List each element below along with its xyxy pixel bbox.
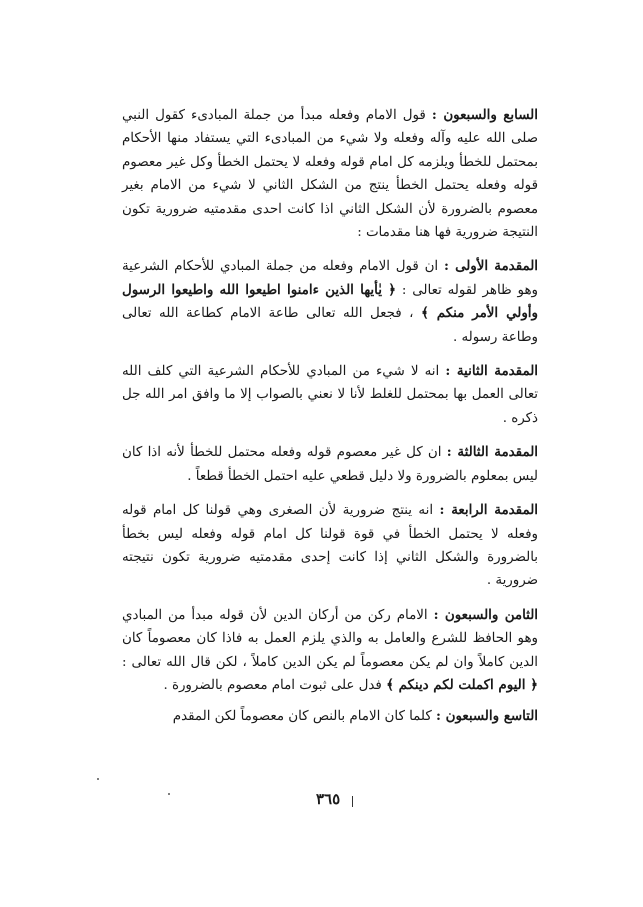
page-number: ٣٦٥ xyxy=(316,790,341,808)
paragraph-text: ان كل غير معصوم قوله وفعله محتمل للخطأ لأنه اذا كان ليس بمعلوم بالضرورة ولا دليل قطعي عليه احتمل الخطأ قطعاً . xyxy=(122,445,538,484)
scan-speck xyxy=(168,793,170,795)
paragraph-text: انه لا شيء من المبادي للأحكام الشرعية التي كلف الله تعالى العمل بها بمحتمل للغلط لأنا لا نعني بالصواب إلا ما وافق امر الله جل ذكره . xyxy=(122,364,538,426)
paragraph-heading: المقدمة الأولى : xyxy=(443,258,539,275)
paragraph-79 xyxy=(122,705,538,728)
paragraph-premise-2 xyxy=(122,360,538,430)
paragraph-heading: التاسع والسبعون : xyxy=(436,708,538,725)
paragraph-heading: المقدمة الثالثة : xyxy=(446,444,538,461)
paragraph-77 xyxy=(122,104,538,244)
quran-quote: ﴿ اليوم اكملت لكم دينكم ﴾ xyxy=(386,676,538,693)
paragraph-heading: السابع والسبعون : xyxy=(431,107,538,123)
paragraph-text: ، فجعل الله تعالى طاعة الامام كطاعة الله تعالى وطاعة رسوله . xyxy=(122,306,538,345)
scan-speck xyxy=(97,778,99,780)
page-body xyxy=(122,104,538,740)
paragraph-heading: المقدمة الثانية : xyxy=(445,363,538,380)
paragraph-premise-1 xyxy=(122,255,538,349)
paragraph-78 xyxy=(122,604,538,698)
quran-quote: ﴿ يٰأيها الذين ءامنوا اطيعوا الله واطيعوا الرسول وأولي الأمر منكم ﴾ xyxy=(122,281,538,322)
paragraph-text: قول الامام وفعله مبدأ من جملة المبادىء كقول النبي صلى الله عليه وآله وفعله ولا شيء من المبادىء التي يستفاد منها الأحكام بمحتمل للخطأ ويلزمه كل امام قوله وفعله لا يحتمل الخطأ وكل غير معصوم قوله وفعله يحتمل الخطأ ينتج من الشكل الثاني لا شيء من الامام بغير معصوم بالضرورة لأن الشكل الثاني اذا كانت احدى مقدمتيه ضرورية تكون النتيجة ضرورية فها هنا مقدمات : xyxy=(122,108,538,241)
paragraph-premise-4 xyxy=(122,499,538,593)
paragraph-text: فدل على ثبوت امام معصوم بالضرورة . xyxy=(163,677,382,693)
paragraph-text: الامام ركن من أركان الدين لأن قوله مبدأ من المبادي وهو الحافظ للشرع والعامل به والذي يلزم العمل به فاذا كان معصوماً كان الدين كاملاً وان لم يكن معصوماً لم يكن الدين كاملاً ، لكن قال الله تعالى : xyxy=(122,607,538,670)
paragraph-text: انه ينتج ضرورية لأن الصغرى وهي قولنا كل امام قوله وفعله لا يحتمل الخطأ في قوة قولنا كل امام قوله وفعله ليس بخطأ بالضرورة والشكل الثاني إذا كانت إحدى مقدمتيه ضرورية تكون نتيجته ضرورية . xyxy=(122,503,538,589)
paragraph-heading: المقدمة الرابعة : xyxy=(439,502,538,519)
paragraph-heading: الثامن والسبعون : xyxy=(433,606,538,623)
paragraph-text: ان قول الامام وفعله من جملة المبادي للأحكام الشرعية وهو ظاهر لقوله تعالى : xyxy=(122,259,538,298)
paragraph-premise-3 xyxy=(122,441,538,488)
page-number-mark xyxy=(352,796,353,807)
paragraph-text: كلما كان الامام بالنص كان معصوماً لكن المقدم xyxy=(172,709,432,725)
